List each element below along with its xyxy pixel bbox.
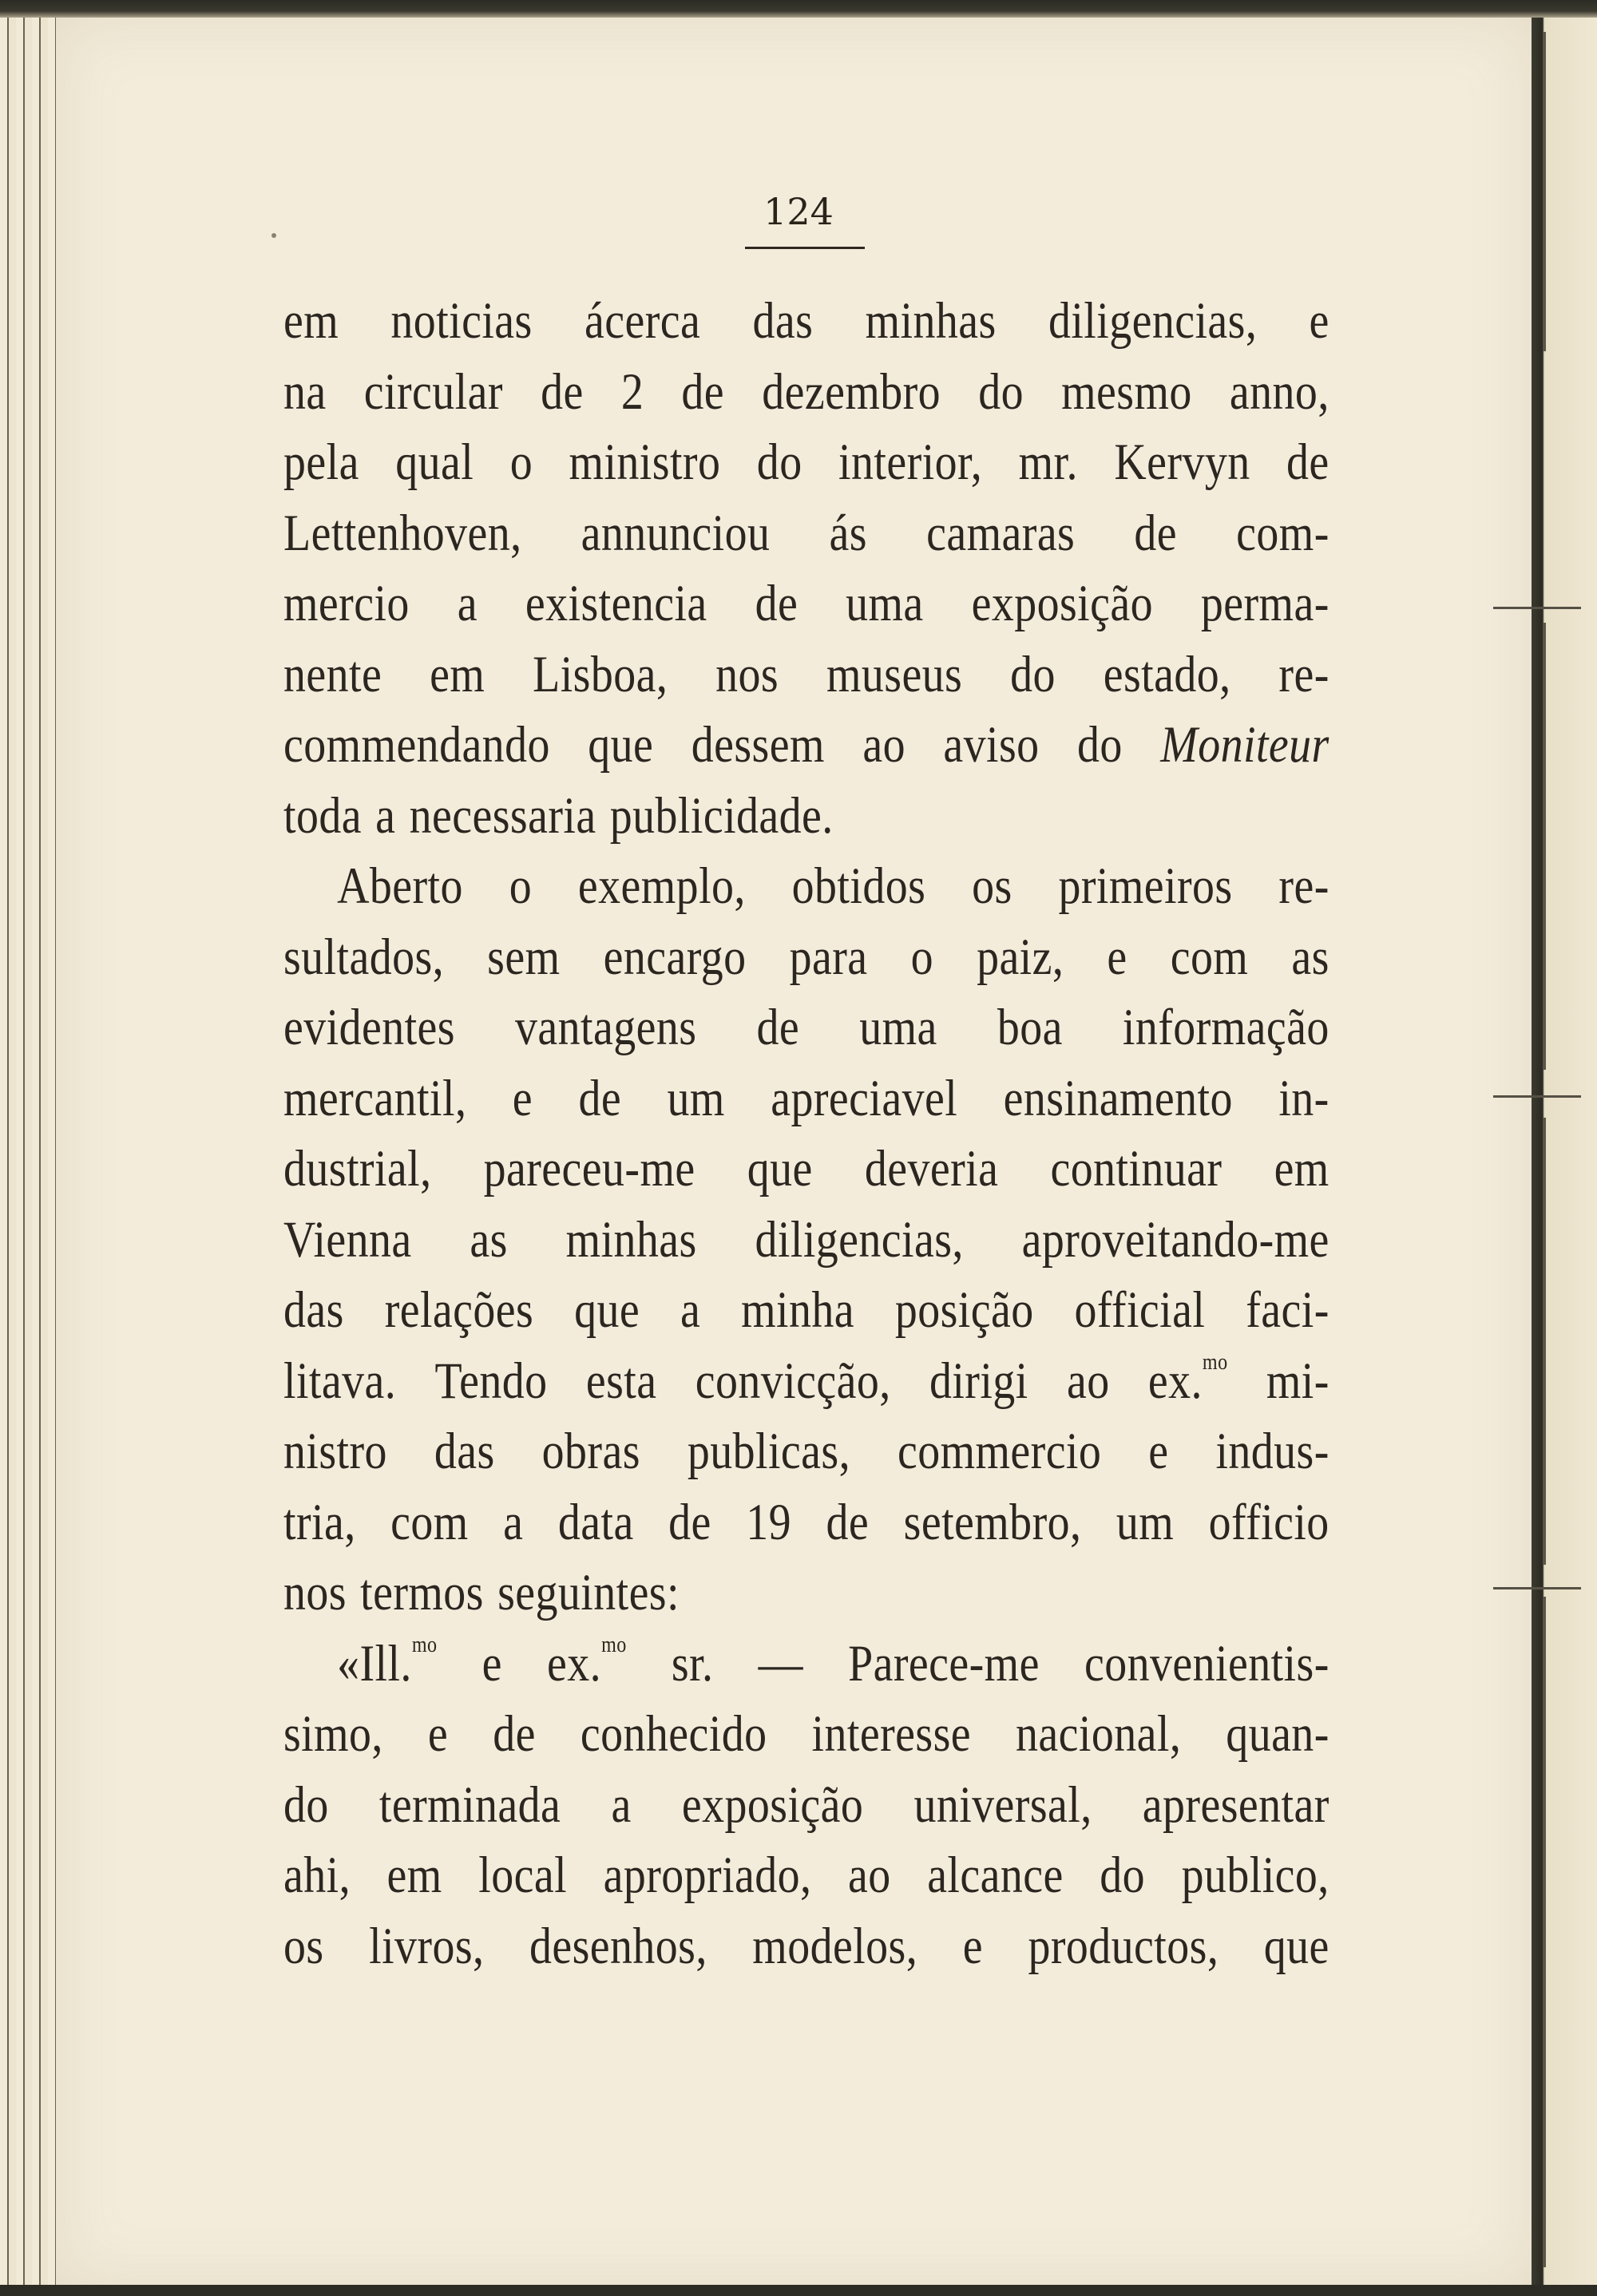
text-line: «Ill.$^{mo}$ e ex.$^{mo}$ sr. — Parece-me convenientis- xyxy=(337,1632,1330,1692)
text-line: Vienna as minhas diligencias, aproveitando-me xyxy=(283,1210,1330,1269)
text-line: na circular de 2 de dezembro do mesmo anno, xyxy=(283,362,1330,421)
text-line: evidentes vantagens de uma boa informação xyxy=(283,999,1330,1056)
text-line: mercantil, e de um apreciavel ensinamento in- xyxy=(283,1069,1330,1127)
page-fold-line xyxy=(1543,32,1546,351)
text-line: ahi, em local apropriado, ao alcance do publico, xyxy=(283,1847,1330,1904)
text-line: toda a necessaria publicidade. xyxy=(283,786,834,845)
text-line: sultados, sem encargo para o paiz, e com as xyxy=(283,928,1330,986)
text-line: pela qual o ministro do interior, mr. Kervyn de xyxy=(283,433,1330,491)
page-fold-line xyxy=(1543,623,1546,1070)
text-line: do terminada a exposição universal, apresentar xyxy=(283,1775,1330,1834)
text-line: em noticias ácerca das minhas diligencias, e xyxy=(283,292,1330,350)
page-number: 124 xyxy=(763,190,834,233)
text-line: os livros, desenhos, modelos, e productos, que xyxy=(283,1917,1330,1975)
body-text xyxy=(283,291,1330,1987)
paper-speck xyxy=(271,233,276,238)
text-line: tria, com a data de 19 de setembro, um officio xyxy=(283,1493,1330,1551)
text-line: dustrial, pareceu-me que deveria continuar em xyxy=(283,1140,1330,1197)
text-line: nos termos seguintes: xyxy=(283,1564,680,1621)
text-line: commendando que dessem ao aviso do Moniteur xyxy=(283,716,1330,774)
text-line: mercio a existencia de uma exposição perma- xyxy=(283,575,1330,632)
scan-top-edge xyxy=(0,0,1597,18)
page-fold-line xyxy=(1543,1118,1546,1565)
left-page-edges xyxy=(0,0,64,2296)
fold-tick-mark xyxy=(1493,1587,1581,1589)
text-line: litava. Tendo esta convicção, dirigi ao ex.$^{mo}$ mi- xyxy=(283,1349,1330,1410)
scan-bottom-edge xyxy=(0,2285,1597,2296)
text-line: Aberto o exemplo, obtidos os primeiros re- xyxy=(337,857,1330,915)
text-line: nistro das obras publicas, commercio e indus- xyxy=(283,1423,1330,1480)
book-spine xyxy=(1532,0,1597,2296)
page-fold-line xyxy=(1543,1597,1546,2267)
fold-tick-mark xyxy=(1493,607,1581,609)
text-line: simo, e de conhecido interesse nacional, quan- xyxy=(283,1705,1330,1763)
text-line: das relações que a minha posição official faci- xyxy=(283,1281,1330,1339)
text-line: Lettenhoven, annunciou ás camaras de com- xyxy=(283,504,1330,562)
page-number-rule xyxy=(745,247,865,249)
text-line: nente em Lisboa, nos museus do estado, re- xyxy=(283,645,1330,703)
fold-tick-mark xyxy=(1493,1095,1581,1098)
